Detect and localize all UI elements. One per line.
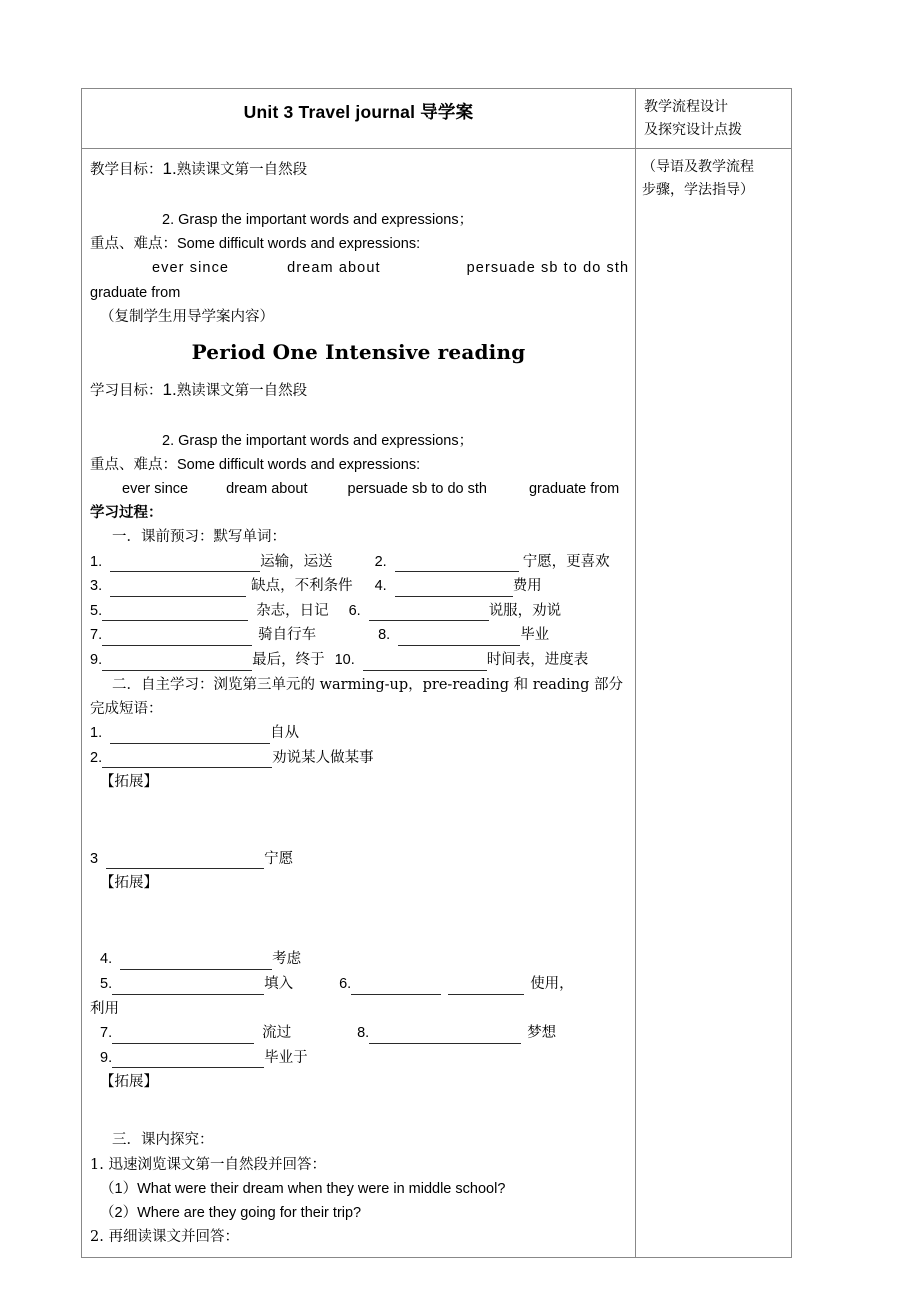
vocab-row-3 (90, 599, 627, 624)
learning-phrase-2: dream about (226, 480, 308, 497)
vocab-blank-4[interactable] (395, 582, 513, 597)
main-content-cell (82, 149, 636, 1258)
vocab-label-5: 杂志，日记 (256, 602, 329, 619)
phrase-label-4: 考虑 (272, 951, 302, 968)
vocab-label-7: 骑自行车 (258, 627, 317, 644)
phrase-item-6 (339, 972, 574, 997)
learning-objective-text-1: 熟读课文第一自然段 (176, 382, 308, 399)
spacer-line (90, 184, 627, 208)
answer-space-2 (90, 895, 627, 947)
learning-objective-number: 1. (162, 379, 177, 399)
vocab-number-4: 4. (374, 578, 387, 595)
phrase-label-1: 自从 (270, 725, 300, 742)
section-two-heading-text: 二．自主学习：浏览第三单元的 warming-up，pre-reading 和 reading 部分 (112, 676, 624, 693)
phrase-row-5 (90, 972, 627, 997)
learning-phrase-3: persuade sb to do sth (347, 480, 487, 497)
learning-focus-line (90, 453, 627, 477)
vocab-label-9: 最后，终于 (252, 652, 325, 669)
vocab-blank-9[interactable] (102, 656, 252, 671)
spacer-line-2 (90, 404, 627, 428)
vocab-label-8: 毕业 (520, 627, 550, 644)
phrase-item-8 (357, 1021, 556, 1046)
section-three-q1b: （2）Where are they going for their trip? (100, 1205, 362, 1222)
phrase-row-6 (90, 1021, 627, 1046)
side-body-line-1: （导语及教学流程 (642, 159, 754, 176)
learning-phrase-4: graduate from (528, 480, 620, 497)
teaching-phrase-1: ever since (152, 260, 230, 277)
vocab-blank-8[interactable] (398, 631, 520, 646)
phrase-label-6-wrap: 利用 (90, 1000, 119, 1017)
period-heading: Period One Intensive reading (191, 339, 526, 364)
learning-phrase-row (90, 477, 627, 501)
title-cell (82, 89, 636, 149)
expand-label-3: 【拓展】 (100, 1074, 158, 1091)
phrase-blank-9[interactable] (112, 1053, 264, 1068)
phrase-blank-6b[interactable] (448, 980, 524, 995)
phrase-blank-5[interactable] (112, 980, 264, 995)
side-column-header (636, 89, 791, 148)
vocab-item-3 (90, 574, 353, 599)
vocab-item-4 (375, 574, 542, 599)
phrase-number-9: 9. (100, 1049, 113, 1066)
section-three-q2: 2. 再细读课文并回答： (90, 1229, 239, 1246)
vocab-blank-3[interactable] (110, 582, 246, 597)
phrase-number-3: 3 (90, 850, 99, 867)
table-body-row (82, 149, 792, 1258)
phrase-row-4 (90, 947, 627, 972)
phrase-number-4: 4. (100, 951, 113, 968)
teaching-objective-line-2: 2. Grasp the important words and expressions； (162, 211, 474, 228)
phrase-item-2 (90, 746, 374, 771)
learning-focus-label: 重点、难点： (90, 456, 177, 473)
teaching-phrase-wrap: graduate from (90, 284, 181, 301)
answer-space-1 (90, 795, 627, 847)
teaching-phrase-3: persuade sb to do sth (466, 260, 630, 277)
vocab-row-2 (90, 574, 627, 599)
vocab-label-6: 说服，劝说 (488, 602, 562, 619)
phrase-item-3 (90, 847, 293, 872)
vocab-item-9 (90, 648, 325, 673)
section-two-heading-line-2: 完成短语： (90, 700, 163, 717)
learning-objective-line-2: 2. Grasp the important words and expressions； (162, 432, 474, 449)
phrase-item-5 (100, 972, 293, 997)
phrase-blank-6a[interactable] (351, 980, 441, 995)
phrase-row-7 (90, 1046, 627, 1071)
side-column-body (636, 149, 791, 209)
phrase-label-8: 梦想 (527, 1024, 557, 1041)
answer-space-3 (90, 1094, 627, 1128)
phrase-number-5: 5. (100, 976, 113, 993)
phrase-label-7: 流过 (262, 1024, 292, 1041)
vocab-item-8 (378, 623, 549, 648)
side-header-line-1: 教学流程设计 (644, 99, 728, 115)
vocab-label-2: 宁愿，更喜欢 (522, 553, 610, 570)
vocab-number-10: 10. (334, 652, 355, 669)
teaching-objective-label: 教学目标： (90, 162, 163, 179)
teaching-note: （复制学生用导学案内容） (100, 308, 274, 325)
vocab-label-3: 缺点，不利条件 (251, 578, 353, 595)
vocab-number-5: 5. (90, 602, 103, 619)
learning-objective-line-1 (90, 376, 627, 404)
vocab-number-2: 2. (374, 553, 387, 570)
learning-objective-label: 学习目标： (90, 382, 163, 399)
phrase-item-7 (100, 1021, 291, 1046)
section-three-heading: 三．课内探究： (112, 1132, 214, 1149)
vocab-item-2 (375, 550, 610, 575)
section-three-q1a: （1）What were their dream when they were in middle school? (100, 1180, 506, 1197)
phrase-blank-7[interactable] (112, 1029, 254, 1044)
phrase-number-6: 6. (339, 976, 352, 993)
teaching-objective-line-1 (90, 155, 627, 183)
vocab-label-4: 费用 (512, 578, 542, 595)
phrase-label-9: 毕业于 (264, 1049, 308, 1066)
vocab-blank-6[interactable] (369, 607, 489, 622)
vocab-row-5 (90, 648, 627, 673)
teaching-focus-label: 重点、难点： (90, 236, 177, 253)
vocab-blank-7[interactable] (102, 631, 252, 646)
learning-process-label: 学习过程： (90, 504, 163, 522)
vocab-number-8: 8. (378, 627, 391, 644)
phrase-label-2: 劝说某人做某事 (272, 749, 374, 766)
page-title: Unit 3 Travel journal 导学案 (243, 102, 474, 122)
phrase-label-3: 宁愿 (264, 850, 294, 867)
phrase-row-1 (90, 721, 627, 746)
phrase-number-7: 7. (100, 1024, 113, 1041)
vocab-number-7: 7. (90, 627, 103, 644)
phrase-blank-2[interactable] (102, 754, 272, 769)
teaching-objective-text-1: 熟读课文第一自然段 (176, 162, 308, 179)
vocab-blank-5[interactable] (102, 607, 248, 622)
vocab-item-10 (335, 648, 589, 673)
table-header-row (82, 89, 792, 149)
teaching-focus-line (90, 232, 627, 256)
phrase-blank-4[interactable] (120, 955, 272, 970)
phrase-row-3 (90, 847, 627, 872)
phrase-number-8: 8. (357, 1024, 370, 1041)
teaching-phrase-row (90, 256, 630, 280)
teaching-focus-text: Some difficult words and expressions: (177, 236, 421, 253)
teaching-objective-number: 1. (162, 159, 177, 179)
phrase-item-1 (90, 721, 299, 746)
phrase-blank-1[interactable] (110, 729, 270, 744)
section-one-heading: 一．课前预习：默写单词： (112, 529, 286, 546)
phrase-blank-8[interactable] (369, 1029, 521, 1044)
phrase-label-6: 使用， (530, 976, 574, 993)
side-header-line-2: 及探究设计点拨 (644, 121, 742, 138)
lesson-plan-table (81, 88, 792, 1258)
learning-phrase-1: ever since (122, 480, 189, 497)
vocab-number-9: 9. (90, 652, 103, 669)
phrase-item-9 (100, 1046, 308, 1071)
learning-focus-text: Some difficult words and expressions: (177, 456, 421, 473)
vocab-label-1: 运输，运送 (260, 553, 333, 570)
vocab-number-6: 6. (348, 602, 361, 619)
vocab-number-1: 1. (90, 553, 103, 570)
side-header-cell (636, 89, 792, 149)
phrase-number-2: 2. (90, 749, 103, 766)
section-two-heading-line-1 (90, 673, 627, 697)
vocab-blank-10[interactable] (363, 656, 487, 671)
vocab-label-10: 时间表，进度表 (486, 652, 589, 669)
vocab-number-3: 3. (90, 578, 103, 595)
vocab-item-1 (90, 550, 333, 575)
main-content (82, 149, 635, 1257)
section-three-q1: 1. 迅速浏览课文第一自然段并回答： (90, 1156, 326, 1173)
expand-label-1: 【拓展】 (100, 774, 158, 791)
expand-label-2: 【拓展】 (100, 875, 158, 892)
side-body-cell (636, 149, 792, 1258)
vocab-row-4 (90, 623, 627, 648)
phrase-blank-3[interactable] (106, 855, 264, 870)
vocab-item-6 (349, 599, 562, 624)
teaching-phrase-2: dream about (287, 260, 381, 277)
side-body-line-2: 步骤，学法指导） (642, 182, 754, 199)
vocab-row-1 (90, 550, 627, 575)
phrase-number-1: 1. (90, 725, 103, 742)
vocab-item-5 (90, 599, 329, 624)
phrase-label-5: 填入 (264, 976, 294, 993)
phrase-item-4 (100, 947, 301, 972)
vocab-blank-2[interactable] (395, 557, 519, 572)
vocab-item-7 (90, 623, 316, 648)
vocab-blank-1[interactable] (110, 557, 260, 572)
phrase-row-2 (90, 746, 627, 771)
